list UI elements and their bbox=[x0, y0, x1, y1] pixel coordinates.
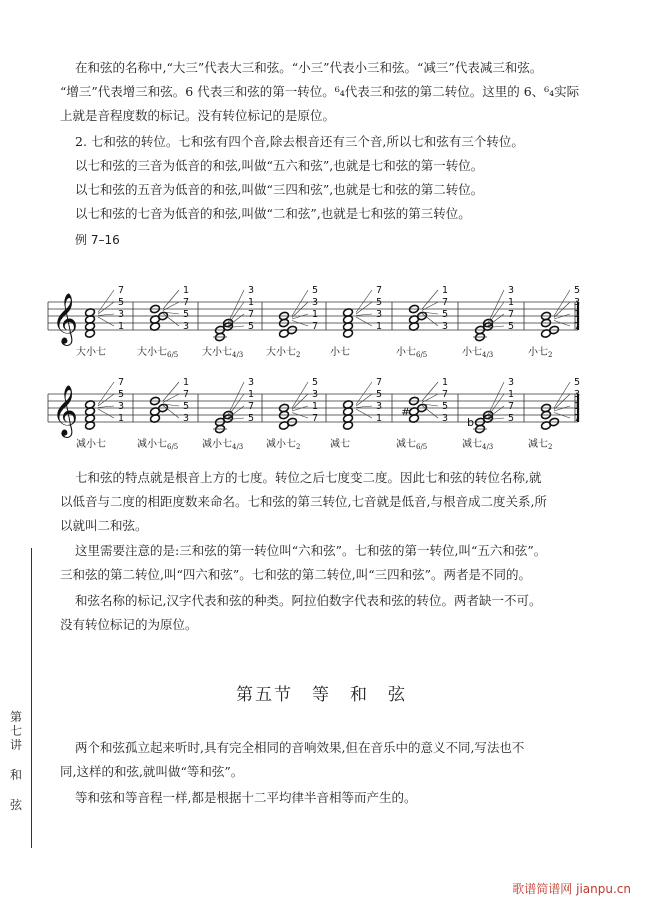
interval-line bbox=[422, 314, 438, 327]
interval-line bbox=[554, 290, 570, 316]
interval-line bbox=[356, 394, 372, 406]
interval-line bbox=[292, 406, 308, 411]
interval-number: 3 bbox=[442, 321, 449, 332]
chord-label bbox=[396, 435, 427, 451]
interval-number: 1 bbox=[118, 321, 125, 332]
interval-number: 1 bbox=[312, 309, 319, 320]
chord-label bbox=[202, 343, 243, 359]
para-second-inversion: 以七和弦的五音为低音的和弦,叫做“三四和弦”,也就是七和弦的第二转位。 bbox=[75, 182, 484, 197]
para-seventh-feature: 七和弦的特点就是根音上方的七度。转位之后七度变二度。因此七和弦的转位名称,就 bbox=[75, 470, 542, 485]
section-title: 第五节 等 和 弦 bbox=[236, 685, 407, 705]
chord-label bbox=[462, 435, 493, 451]
accidental-icon: # bbox=[401, 405, 411, 419]
interval-number: 3 bbox=[248, 285, 255, 296]
interval-number: 1 bbox=[183, 285, 190, 296]
interval-number: 5 bbox=[118, 297, 125, 308]
chord-label-base: 大小七 bbox=[266, 347, 296, 358]
chord-label bbox=[462, 343, 493, 359]
interval-number: 5 bbox=[183, 401, 190, 412]
interval-line bbox=[98, 409, 114, 418]
interval-number: 5 bbox=[312, 377, 319, 388]
interval-line bbox=[292, 302, 308, 318]
interval-line bbox=[163, 406, 179, 419]
chord-label bbox=[266, 343, 300, 359]
interval-number: 7 bbox=[118, 285, 125, 296]
para-enharmonic-3: 等和弦和等音程一样,都是根据十二平均律半音相等而产生的。 bbox=[75, 790, 417, 805]
interval-number: 3 bbox=[508, 285, 515, 296]
interval-number: 1 bbox=[442, 285, 449, 296]
para-seventh-feature-2: 以低音与二度的相距度数来命名。七和弦的第三转位,七音就是低音,与根音成二度关系,所 bbox=[60, 494, 547, 509]
interval-number: 3 bbox=[118, 401, 125, 412]
chord-label bbox=[266, 435, 300, 451]
interval-number: 7 bbox=[574, 321, 581, 332]
para-note-2: 三和弦的第二转位,叫“四六和弦”。七和弦的第二转位,叫“三四和弦”。两者是不同的。 bbox=[60, 567, 532, 582]
interval-number: 7 bbox=[183, 389, 190, 400]
interval-number: 1 bbox=[376, 321, 383, 332]
interval-number: 3 bbox=[508, 377, 515, 388]
chord-label bbox=[330, 435, 350, 450]
chord-label-base: 小七 bbox=[462, 347, 482, 358]
interval-number: 7 bbox=[183, 297, 190, 308]
interval-number: 5 bbox=[442, 401, 449, 412]
interval-number: 3 bbox=[442, 413, 449, 424]
interval-line bbox=[292, 290, 308, 316]
chord-label-inversion: 4/3 bbox=[482, 443, 494, 451]
interval-number: 7 bbox=[118, 377, 125, 388]
interval-number: 3 bbox=[118, 309, 125, 320]
interval-line bbox=[554, 382, 570, 408]
para-seventh-feature-3: 以就叫二和弦。 bbox=[60, 518, 148, 533]
chord-label-base: 小七 bbox=[330, 347, 350, 358]
interval-line bbox=[163, 314, 179, 327]
interval-number: 7 bbox=[574, 413, 581, 424]
interval-line bbox=[292, 314, 308, 319]
chord-label-base: 减七 bbox=[330, 439, 350, 450]
interval-number: 5 bbox=[376, 297, 383, 308]
interval-number: 5 bbox=[574, 285, 581, 296]
sidebar-divider bbox=[31, 548, 32, 848]
chord-label-base: 减七 bbox=[396, 439, 416, 450]
para-first-inversion: 以七和弦的三音为低音的和弦,叫做“五六和弦”,也就是七和弦的第一转位。 bbox=[75, 158, 484, 173]
interval-line bbox=[356, 317, 372, 326]
chord-label-inversion: 6/5 bbox=[416, 443, 428, 451]
interval-line bbox=[488, 290, 504, 323]
interval-line bbox=[356, 314, 372, 316]
interval-line bbox=[228, 394, 244, 417]
interval-line bbox=[228, 302, 244, 325]
interval-number: 7 bbox=[248, 309, 255, 320]
chord-label-inversion: 4/3 bbox=[232, 351, 244, 359]
interval-number: 1 bbox=[183, 377, 190, 388]
interval-line bbox=[98, 406, 114, 408]
chord-label-base: 大小七 bbox=[76, 347, 106, 358]
accidental-icon: b bbox=[467, 416, 474, 429]
interval-line bbox=[356, 406, 372, 408]
para-enharmonic-2: 同,这样的和弦,就叫做“等和弦”。 bbox=[60, 764, 244, 779]
interval-line bbox=[98, 317, 114, 326]
interval-number: 7 bbox=[312, 413, 319, 424]
interval-line bbox=[228, 382, 244, 415]
chord-label-base: 减七 bbox=[528, 439, 548, 450]
interval-line bbox=[422, 406, 438, 419]
watermark bbox=[512, 880, 631, 897]
interval-number: 7 bbox=[376, 285, 383, 296]
interval-line bbox=[488, 382, 504, 415]
interval-number: 5 bbox=[376, 389, 383, 400]
watermark-site: 歌谱简谱网 bbox=[512, 882, 573, 896]
treble-clef-icon: 𝄞 bbox=[52, 385, 79, 436]
interval-number: 3 bbox=[183, 321, 190, 332]
example-label: 例 7–16 bbox=[75, 233, 120, 247]
para-note: 这里需要注意的是:三和弦的第一转位叫“六和弦”。七和弦的第一转位,叫“五六和弦”。 bbox=[75, 543, 547, 558]
chord-label bbox=[137, 435, 178, 451]
interval-number: 3 bbox=[183, 413, 190, 424]
chord-label-inversion: 2 bbox=[548, 443, 553, 451]
chord-label-base: 减小七 bbox=[266, 439, 296, 450]
interval-number: 5 bbox=[118, 389, 125, 400]
interval-number: 1 bbox=[508, 389, 515, 400]
chord-label-inversion: 4/3 bbox=[232, 443, 244, 451]
chord-label bbox=[396, 343, 427, 359]
chord-label bbox=[137, 343, 178, 359]
chord-label-inversion: 2 bbox=[296, 443, 301, 451]
interval-number: 5 bbox=[574, 377, 581, 388]
chord-label-base: 减小七 bbox=[202, 439, 232, 450]
interval-number: 7 bbox=[508, 401, 515, 412]
interval-number: 3 bbox=[376, 309, 383, 320]
interval-number: 5 bbox=[508, 413, 515, 424]
interval-number: 7 bbox=[442, 389, 449, 400]
chord-label-inversion: 2 bbox=[548, 351, 553, 359]
chord-label-base: 大小七 bbox=[202, 347, 232, 358]
interval-line bbox=[98, 314, 114, 316]
interval-line bbox=[228, 290, 244, 323]
interval-number: 1 bbox=[376, 413, 383, 424]
interval-line bbox=[554, 302, 570, 318]
interval-line bbox=[356, 409, 372, 418]
interval-line bbox=[554, 394, 570, 410]
interval-number: 1 bbox=[118, 413, 125, 424]
chord-label-base: 小七 bbox=[396, 347, 416, 358]
sidebar-char: 七 bbox=[9, 724, 22, 738]
interval-line bbox=[488, 394, 504, 417]
chord-label-base: 减七 bbox=[462, 439, 482, 450]
sidebar-char: 第 bbox=[9, 710, 22, 724]
interval-line bbox=[98, 302, 114, 314]
interval-number: 1 bbox=[248, 297, 255, 308]
interval-number: 5 bbox=[508, 321, 515, 332]
sidebar-char: 弦 bbox=[9, 798, 22, 812]
chord-label bbox=[330, 343, 350, 358]
interval-line bbox=[554, 406, 570, 411]
interval-number: 1 bbox=[312, 401, 319, 412]
interval-number: 3 bbox=[574, 389, 581, 400]
chord-label bbox=[76, 343, 106, 358]
interval-number: 7 bbox=[508, 309, 515, 320]
interval-number: 7 bbox=[376, 377, 383, 388]
interval-number: 7 bbox=[312, 321, 319, 332]
interval-number: 5 bbox=[312, 285, 319, 296]
interval-number: 3 bbox=[312, 297, 319, 308]
interval-line bbox=[292, 382, 308, 408]
interval-number: 5 bbox=[248, 321, 255, 332]
watermark-url: jianpu.cn bbox=[576, 882, 631, 896]
interval-number: 1 bbox=[508, 297, 515, 308]
chord-label bbox=[528, 435, 552, 451]
interval-number: 3 bbox=[248, 377, 255, 388]
chord-label bbox=[202, 435, 243, 451]
interval-line bbox=[488, 302, 504, 325]
interval-number: 1 bbox=[442, 377, 449, 388]
interval-number: 3 bbox=[376, 401, 383, 412]
sidebar-char: 和 bbox=[9, 768, 22, 782]
chord-label-inversion: 6/5 bbox=[416, 351, 428, 359]
para-marking: 和弦名称的标记,汉字代表和弦的种类。阿拉伯数字代表和弦的转位。两者缺一不可。 bbox=[75, 593, 542, 608]
interval-number: 1 bbox=[574, 309, 581, 320]
interval-number: 3 bbox=[574, 297, 581, 308]
interval-number: 5 bbox=[248, 413, 255, 424]
chord-label-inversion: 6/5 bbox=[167, 351, 179, 359]
treble-clef-icon: 𝄞 bbox=[52, 293, 79, 344]
chord-label-base: 减小七 bbox=[76, 439, 106, 450]
interval-number: 3 bbox=[312, 389, 319, 400]
interval-number: 1 bbox=[574, 401, 581, 412]
para-marking-2: 没有转位标记的为原位。 bbox=[60, 617, 198, 632]
chord-label-inversion: 2 bbox=[296, 351, 301, 359]
para-chord-names: 在和弦的名称中,“大三”代表大三和弦。“小三”代表小三和弦。“减三”代表减三和弦。 bbox=[75, 60, 543, 75]
para-chord-names-2: “增三”代表增三和弦。6 代表三和弦的第一转位。⁶₄代表三和弦的第二转位。这里的 6、⁶₄实际 bbox=[60, 84, 580, 99]
chord-label-inversion: 6/5 bbox=[167, 443, 179, 451]
chord-label bbox=[528, 343, 552, 359]
interval-line bbox=[356, 302, 372, 314]
para-third-inversion: 以七和弦的七音为低音的和弦,叫做“二和弦”,也就是七和弦的第三转位。 bbox=[75, 206, 471, 221]
interval-number: 5 bbox=[183, 309, 190, 320]
chord-label-base: 减小七 bbox=[137, 439, 167, 450]
sidebar-char: 讲 bbox=[9, 738, 22, 752]
interval-number: 1 bbox=[248, 389, 255, 400]
interval-line bbox=[98, 394, 114, 406]
para-enharmonic: 两个和弦孤立起来听时,具有完全相同的音响效果,但在音乐中的意义不同,写法也不 bbox=[75, 740, 525, 755]
chord-label bbox=[76, 435, 106, 450]
chord-label-base: 小七 bbox=[528, 347, 548, 358]
para-chord-names-3: 上就是音程度数的标记。没有转位标记的是原位。 bbox=[60, 108, 336, 123]
interval-number: 7 bbox=[248, 401, 255, 412]
chord-label-base: 大小七 bbox=[137, 347, 167, 358]
chord-label-inversion: 4/3 bbox=[482, 351, 494, 359]
interval-number: 7 bbox=[442, 297, 449, 308]
para-seventh-inversions: 2. 七和弦的转位。七和弦有四个音,除去根音还有三个音,所以七和弦有三个转位。 bbox=[75, 134, 524, 149]
interval-line bbox=[554, 314, 570, 319]
interval-number: 5 bbox=[442, 309, 449, 320]
interval-line bbox=[292, 394, 308, 410]
